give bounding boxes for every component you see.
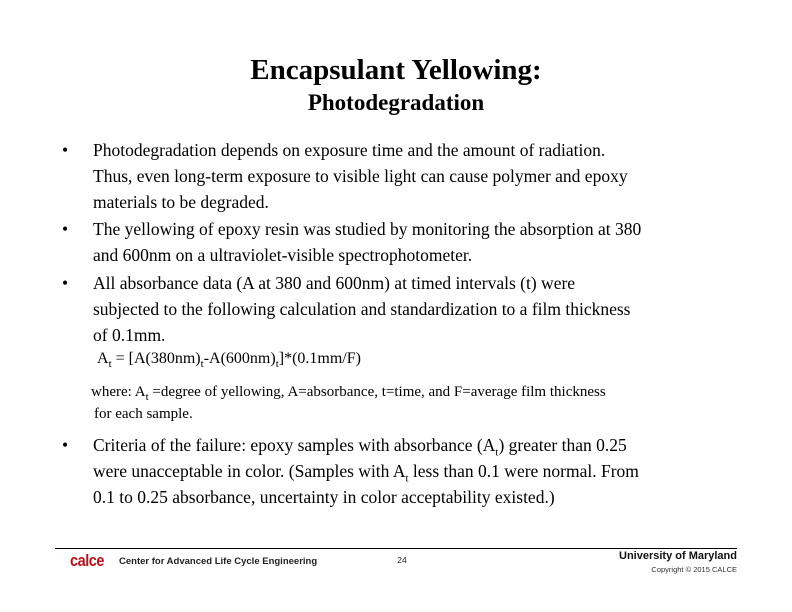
formula-part: ]*(0.1mm/F) (278, 350, 361, 367)
bullet-line (93, 432, 722, 458)
bullet-line: Thus, even long-term exposure to visible light can cause polymer and epoxy (93, 166, 628, 186)
bullet-subscript: t (405, 472, 409, 485)
formula-part: -A(600nm) (203, 350, 276, 367)
bullet-line: The yellowing of epoxy resin was studied by monitoring the absorption at 380 (93, 219, 642, 239)
bullet-item-3 (62, 270, 722, 348)
bullet-line (93, 458, 722, 484)
bullet-line: of 0.1mm. (93, 325, 166, 345)
definition-part: =degree of yellowing, A=absorbance, t=time, and F=average film thickness (148, 384, 606, 400)
bullet-item-2 (62, 216, 722, 268)
bullet-line: Photodegradation depends on exposure time and the amount of radiation. (93, 140, 606, 160)
bullet-text-part: less than 0.1 were normal. From (408, 461, 639, 481)
bullet-icon: • (62, 435, 69, 455)
formula-subscript: t (108, 358, 112, 371)
bullet-icon: • (62, 273, 69, 293)
formula-part: = [A(380nm) (111, 350, 201, 367)
footer-divider (55, 548, 737, 549)
bullet-text-part: were unacceptable in color. (Samples with A (93, 461, 406, 481)
formula-subscript: t (200, 358, 204, 371)
bullet-icon: • (62, 219, 69, 239)
definition-subscript: t (145, 391, 149, 403)
page-number: 24 (397, 555, 407, 565)
formula-subscript: t (275, 358, 279, 371)
bullet-item-4 (62, 432, 722, 510)
bullet-icon: • (62, 140, 69, 160)
bullet-subscript: t (495, 446, 499, 459)
university-name: University of Maryland (619, 550, 737, 562)
definition-part: where: A (91, 384, 146, 400)
bullet-text-part: Criteria of the failure: epoxy samples with absorbance (A (93, 435, 496, 455)
definition-line (91, 384, 606, 403)
calce-logo: calce (70, 551, 105, 570)
definition-line: for each sample. (94, 406, 193, 422)
bullet-line: subjected to the following calculation and standardization to a film thickness (93, 299, 631, 319)
bullet-line: 0.1 to 0.25 absorbance, uncertainty in color acceptability existed.) (93, 487, 555, 507)
bullet-item-1 (62, 137, 722, 215)
bullet-line: and 600nm on a ultraviolet-visible spectrophotometer. (93, 245, 473, 265)
center-name: Center for Advanced Life Cycle Engineering (119, 556, 318, 567)
copyright-notice: Copyright © 2015 CALCE (651, 565, 737, 574)
bullet-line: All absorbance data (A at 380 and 600nm) at timed intervals (t) were (93, 273, 576, 293)
bullet-line: materials to be degraded. (93, 192, 269, 212)
yellowing-formula (97, 348, 361, 370)
formula-definitions (91, 381, 731, 425)
slide-subtitle: Photodegradation (307, 90, 485, 115)
bullet-text-part: ) greater than 0.25 (498, 435, 627, 455)
slide-title: Encapsulant Yellowing: (250, 54, 542, 86)
formula-part: A (97, 350, 109, 367)
